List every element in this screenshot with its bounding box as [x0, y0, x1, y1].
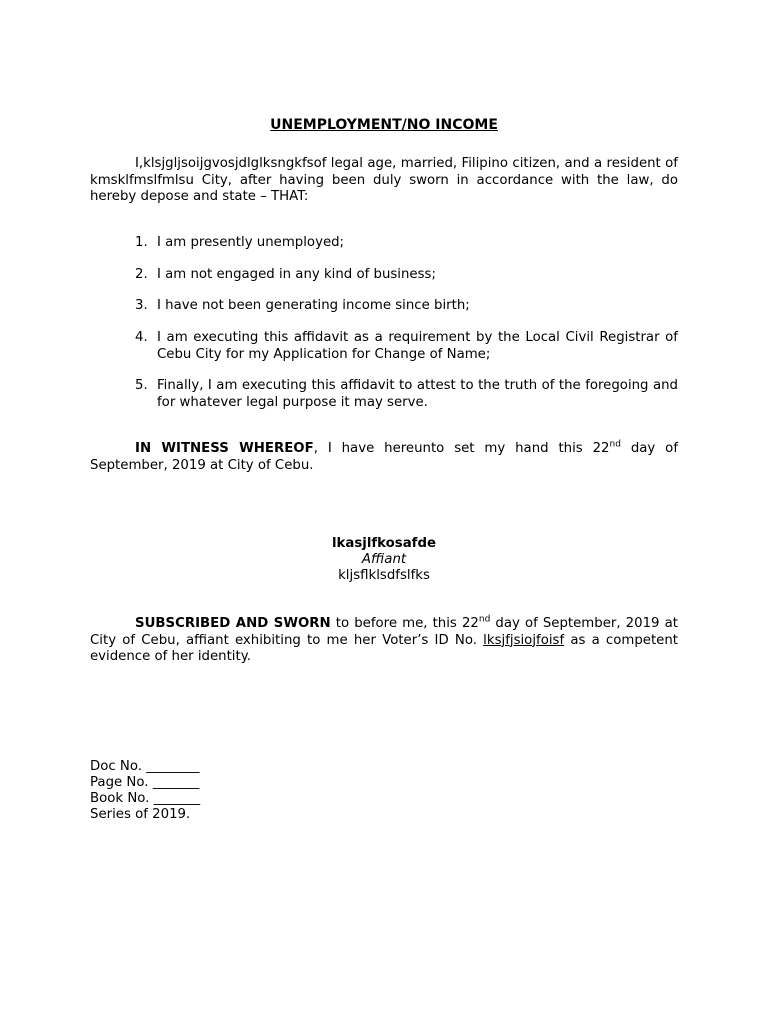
book-number-line: Book No. _______ — [90, 791, 201, 806]
statement-item — [135, 298, 678, 315]
jurat-ordinal: nd — [478, 614, 491, 625]
affiant-role: Affiant — [361, 552, 407, 567]
jurat-heading: SUBSCRIBED AND SWORN — [135, 616, 331, 631]
jurat-paragraph — [90, 616, 678, 666]
jurat-text-mid: day of September, 2019 at City of Cebu, affiant exhibiting to me her Voter’s ID No. — [90, 616, 678, 648]
witness-ordinal: nd — [609, 439, 621, 450]
statement-item — [135, 235, 678, 252]
intro-paragraph: I,klsjgljsoijgvosjdlglksngkfsof legal age, married, Filipino citizen, and a resident of kmsklfmslfmlsu City, after having been duly sworn in accordance with the law, do hereby depose and state – THAT: — [90, 156, 678, 204]
affiant-detail: kljsflklsdfslfks — [338, 568, 430, 583]
statement-text: I am executing this affidavit as a requirement by the Local Civil Registrar of Cebu City for my Application for Change of Name; — [157, 330, 678, 362]
witness-text: , I have hereunto set my hand this 22 — [313, 441, 610, 456]
statement-number: 4. — [135, 330, 148, 345]
series-line: Series of 2019. — [90, 807, 191, 822]
statement-text: I am presently unemployed; — [157, 235, 345, 250]
statement-item — [135, 378, 678, 411]
statement-item — [135, 330, 678, 363]
jurat-text-end: as a competent evidence of her identity. — [90, 632, 678, 664]
affiant-name: lkasjlfkosafde — [331, 536, 437, 551]
doc-number-line: Doc No. ________ — [90, 759, 200, 774]
statement-text: Finally, I am executing this affidavit to attest to the truth of the foregoing and for whatever legal purpose it may serve. — [157, 378, 678, 410]
document-title: UNEMPLOYMENT/NO INCOME — [270, 117, 498, 133]
statement-number: 2. — [135, 267, 148, 282]
statement-text: I am not engaged in any kind of business; — [157, 267, 436, 282]
witness-paragraph — [90, 441, 678, 474]
voter-id-number: lksjfjsiojfoisf — [483, 632, 565, 648]
witness-text-end: day of September, 2019 at City of Cebu. — [90, 441, 679, 473]
page-number-line: Page No. _______ — [90, 775, 200, 790]
statement-number: 1. — [135, 235, 148, 250]
statement-item — [135, 267, 678, 284]
witness-heading: IN WITNESS WHEREOF — [135, 441, 314, 456]
statement-number: 3. — [135, 298, 148, 313]
statement-number: 5. — [135, 378, 148, 393]
jurat-text: to before me, this 22 — [330, 616, 479, 631]
statement-text: I have not been generating income since birth; — [157, 298, 470, 313]
